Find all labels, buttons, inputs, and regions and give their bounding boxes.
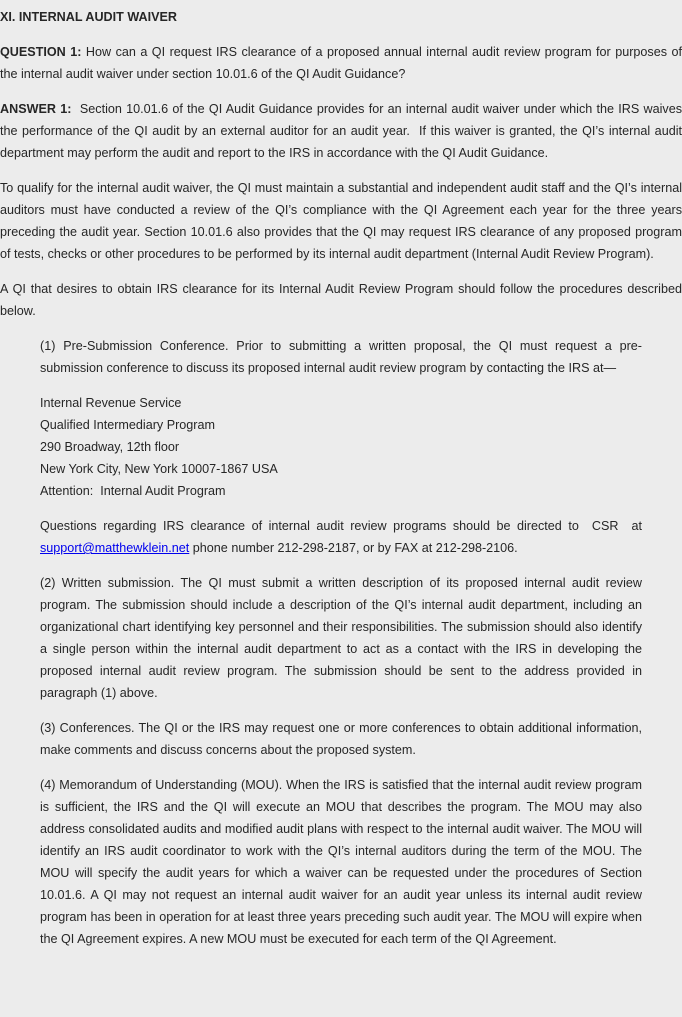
question-label: QUESTION 1: xyxy=(0,45,82,59)
answer-label: ANSWER 1: xyxy=(0,102,72,116)
address-line-3: 290 Broadway, 12th floor xyxy=(40,440,180,454)
irs-address xyxy=(40,392,642,502)
address-line-5: Attention: Internal Audit Program xyxy=(40,484,226,498)
qualify-paragraph: To qualify for the internal audit waiver, the QI must maintain a substantial and independent audit staff and the QI’s internal auditors must have conducted a review of the QI’s compliance with the QI Agreement each year for the three years preceding the audit year. Section 10.01.6 also provides that the QI may request IRS clearance of any proposed program of tests, checks or other procedures to be performed by its internal audit department (Internal Audit Review Program). xyxy=(0,181,682,261)
item-pre-submission-conference: (1) Pre-Submission Conference. Prior to submitting a written proposal, the QI must request a pre-submission conference to discuss its proposed internal audit review program by contacting the IRS at— xyxy=(40,339,642,375)
question-text: How can a QI request IRS clearance of a proposed annual internal audit review program for purposes of the internal audit waiver under section 10.01.6 of the QI Audit Guidance? xyxy=(0,45,682,81)
answer-text: Section 10.01.6 of the QI Audit Guidance provides for an internal audit waiver under which the IRS waives the performance of the QI audit by an external auditor for an audit year. If this waiver is granted, the QI’s internal audit department may perform the audit and report to the IRS in accordance with the QI Audit Guidance. xyxy=(0,102,682,160)
procedures-paragraph: A QI that desires to obtain IRS clearance for its Internal Audit Review Program should follow the procedures described below. xyxy=(0,282,682,318)
phone-fax-text: phone number 212-298-2187, or by FAX at 212-298-2106. xyxy=(189,541,518,555)
address-line-2: Qualified Intermediary Program xyxy=(40,418,215,432)
section-heading: XI. INTERNAL AUDIT WAIVER xyxy=(0,10,178,24)
address-line-4: New York City, New York 10007-1867 USA xyxy=(40,462,278,476)
questions-text: Questions regarding IRS clearance of internal audit review programs should be directed to CSR at xyxy=(40,519,646,533)
item-conferences: (3) Conferences. The QI or the IRS may request one or more conferences to obtain additional information, make comments and discuss concerns about the proposed system. xyxy=(40,721,642,757)
question-paragraph xyxy=(0,41,682,85)
address-line-1: Internal Revenue Service xyxy=(40,396,182,410)
answer-paragraph xyxy=(0,98,682,164)
questions-contact-paragraph xyxy=(40,515,646,559)
item-written-submission: (2) Written submission. The QI must submit a written description of its proposed internal audit review program. The submission should include a description of the QI’s internal audit department, including an organizational chart identifying key personnel and their responsibilities. The submission should also identify a single person within the internal audit department to act as a contact with the IRS in developing the proposed internal audit review program. The submission should be sent to the address provided in paragraph (1) above. xyxy=(40,576,642,700)
item-memorandum-of-understanding: (4) Memorandum of Understanding (MOU). When the IRS is satisfied that the internal audit review program is sufficient, the IRS and the QI will execute an MOU that describes the program. The MOU may also address consolidated audits and modified audit plans with respect to the internal audit waiver. The MOU will identify an IRS audit coordinator to work with the QI’s internal auditors during the term of the MOU. The MOU will specify the audit years for which a waiver can be requested under the procedures of Section 10.01.6. A QI may not request an internal audit waiver for an audit year unless its internal audit review program has been in operation for at least three years preceding such audit year. The MOU will expire when the QI Agreement expires. A new MOU must be executed for each term of the QI Agreement. xyxy=(40,778,642,946)
support-email-link[interactable]: support@matthewklein.net xyxy=(40,541,190,555)
